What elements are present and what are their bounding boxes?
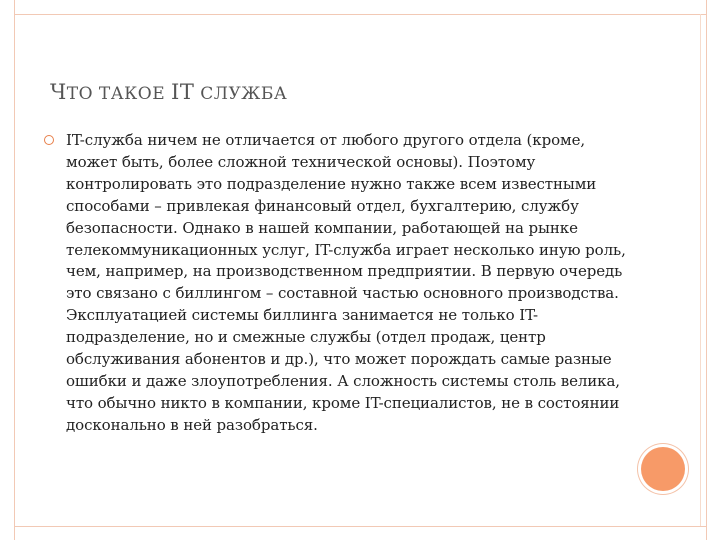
title-word-1-rest: ТО <box>66 84 94 104</box>
frame-right-inner-line <box>700 14 701 526</box>
bullet-list <box>44 130 634 437</box>
frame-right-line <box>706 0 707 540</box>
title-word-4: СЛУЖБА <box>200 84 288 104</box>
bullet-text: IT-служба ничем не отличается от любого другого отдела (кроме, может быть, более сложной технической основы). Поэтому контролировать это подразделение нужно также всем известными способами – привлекая финансовый отдел, бухгалтерию, службу безопасности. Однако в нашей компании, работающей на рынке телекоммуникационных услуг, IT-служба играет несколько иную роль, чем, например, на производственном предприятии. В первую очередь это связано с биллингом – составной частью основного производства. Эксплуатацией системы биллинга занимается не только IT-подразделение, но и смежные службы (отдел продаж, центр обслуживания абонентов и др.), что может порождать самые разные ошибки и даже злоупотребления. А сложность системы столь велика, что обычно никто в компании, кроме IT-специалистов, не в состоянии досконально в ней разобраться. <box>66 131 626 434</box>
slide-title <box>50 80 650 104</box>
decorative-circle <box>641 447 685 491</box>
title-first-letter: Ч <box>50 80 67 104</box>
list-item <box>44 130 634 437</box>
frame-top-line <box>14 14 706 15</box>
title-word-2: ТАКОЕ <box>98 84 166 104</box>
frame-bottom-line <box>14 526 706 527</box>
circle-bullet-icon <box>44 135 54 145</box>
title-word-3: IT <box>171 80 195 104</box>
frame-left-line <box>14 0 15 540</box>
